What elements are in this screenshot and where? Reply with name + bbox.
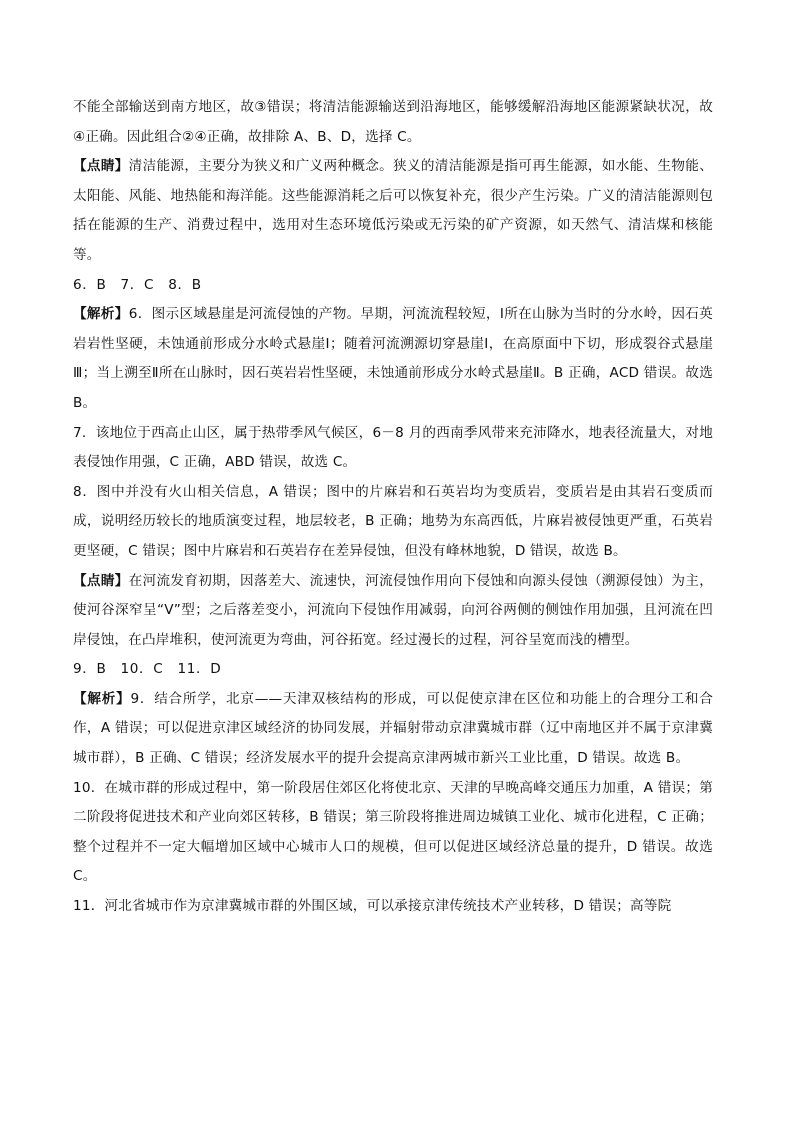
paragraph-analysis-11: 11．河北省城市作为京津冀城市群的外围区域，可以承接京津传统技术产业转移，D 错误；高等院 bbox=[73, 898, 672, 915]
tip-tag: 【点睛】 bbox=[73, 158, 129, 175]
paragraph-energy-conclusion: 不能全部输送到南方地区，故③错误；将清洁能源输送到沿海地区，能够缓解沿海地区能源紧缺状况，故④正确。因此组合②④正确，故排除 A、B、D，选择 C。 bbox=[73, 99, 713, 145]
paragraph-tip-clean-energy: 【点睛】清洁能源，主要分为狭义和广义两种概念。狭义的清洁能源是指可再生能源，如水能、生物能、太阳能、风能、地热能和海洋能。这些能源消耗之后可以恢复补充，很少产生污染。广义的清洁能源则包括在能源的生产、消费过程中，选用对生态环境低污染或无污染的矿产资源，如天然气、清洁煤和核能等。 bbox=[73, 158, 713, 263]
paragraph-analysis-9: 【解析】9．结合所学，北京——天津双核结构的形成，可以促使京津在区位和功能上的合理分工和合作，A 错误；可以促进京津区域经济的协同发展，并辐射带动京津冀城市群（辽中南地区并不属于京津冀城市群），B 正确、C 错误；经济发展水平的提升会提高京津两城市新兴工业比重，D 错误。故选 B。 bbox=[73, 690, 713, 767]
analysis-tag: 【解析】 bbox=[73, 306, 129, 323]
paragraph-analysis-10: 10．在城市群的形成过程中，第一阶段居住郊区化将使北京、天津的早晚高峰交通压力加重，A 错误；第二阶段将促进技术和产业向郊区转移，B 错误；第三阶段将推进周边城镇工业化、城市化进程，C 正确；整个过程并不一定大幅增加区域中心城市人口的规模，但可以促进区域经济总量的提升，D 错误。故选 C。 bbox=[73, 779, 713, 885]
answer-explanations bbox=[73, 93, 713, 922]
answers-6-8: 6．B 7．C 8．B bbox=[73, 276, 202, 293]
analysis-tag: 【解析】 bbox=[73, 690, 131, 707]
paragraph-tip-river: 【点睛】在河流发育初期，因落差大、流速快，河流侵蚀作用向下侵蚀和向源头侵蚀（溯源侵蚀）为主，使河谷深窄呈“V”型；之后落差变小，河流向下侵蚀作用减弱，向河谷两侧的侧蚀作用加强，且河流在凹岸侵蚀，在凸岸堆积，使河流更为弯曲，河谷拓宽。经过漫长的过程，河谷呈宽而浅的槽型。 bbox=[73, 572, 713, 648]
paragraph-analysis-7: 7．该地位于西高止山区，属于热带季风气候区，6－8 月的西南季风带来充沛降水，地表径流量大，对地表侵蚀作用强，C 正确，ABD 错误，故选 C。 bbox=[73, 424, 713, 471]
paragraph-analysis-8: 8．图中并没有火山相关信息，A 错误；图中的片麻岩和石英岩均为变质岩，变质岩是由其岩石变质而成，说明经历较长的地质演变过程，地层较老，B 正确；地势为东高西低，片麻岩被侵蚀更严重，石英岩更坚硬，C 错误；图中片麻岩和石英岩存在差异侵蚀，但没有峰林地貌，D 错误，故选 B。 bbox=[73, 483, 713, 559]
paragraph-analysis-6: 【解析】6．图示区域悬崖是河流侵蚀的产物。早期，河流流程较短，Ⅰ所在山脉为当时的分水岭，因石英岩岩性坚硬，未蚀通前形成分水岭式悬崖Ⅰ；随着河流溯源切穿悬崖Ⅰ，在高原面中下切，形成裂谷式悬崖Ⅲ；当上溯至Ⅱ所在山脉时，因石英岩岩性坚硬，未蚀通前形成分水岭式悬崖Ⅱ。B 正确，ACD 错误。故选 B。 bbox=[73, 306, 713, 411]
answers-9-11: 9．B 10．C 11．D bbox=[73, 661, 222, 678]
tip-tag: 【点睛】 bbox=[73, 572, 129, 589]
